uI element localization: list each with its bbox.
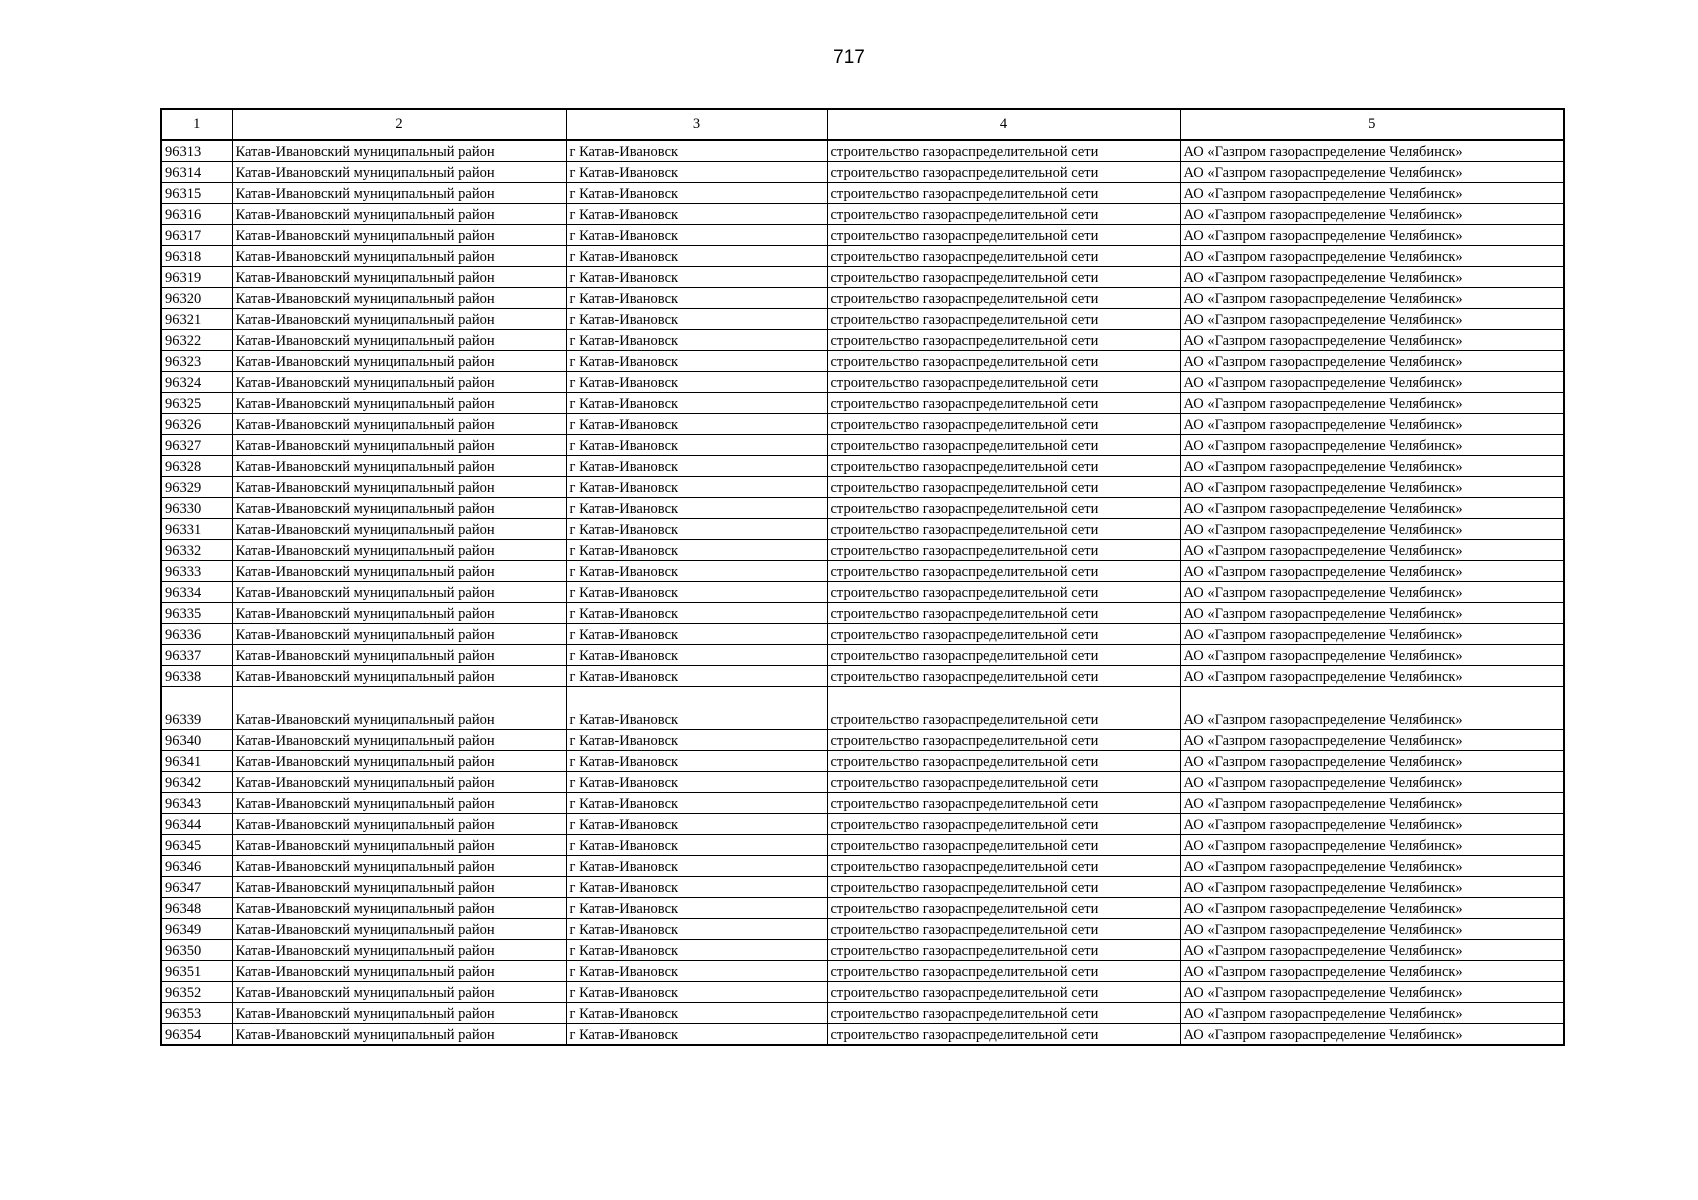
owner-cell: АО «Газпром газораспределение Челябинск»: [1180, 793, 1564, 814]
table-row: [161, 540, 1564, 561]
district-cell: Катав-Ивановский муниципальный район: [232, 772, 566, 793]
purpose-cell: строительство газораспределительной сети: [827, 835, 1180, 856]
row-number-cell: 96318: [161, 246, 232, 267]
locality-cell: г Катав-Ивановск: [566, 856, 827, 877]
purpose-cell: строительство газораспределительной сети: [827, 751, 1180, 772]
locality-cell: г Катав-Ивановск: [566, 204, 827, 225]
row-number-cell: 96313: [161, 140, 232, 162]
locality-cell: г Катав-Ивановск: [566, 687, 827, 730]
purpose-cell: строительство газораспределительной сети: [827, 498, 1180, 519]
purpose-cell: строительство газораспределительной сети: [827, 856, 1180, 877]
owner-cell: АО «Газпром газораспределение Челябинск»: [1180, 372, 1564, 393]
row-number-cell: 96317: [161, 225, 232, 246]
locality-cell: г Катав-Ивановск: [566, 540, 827, 561]
district-cell: Катав-Ивановский муниципальный район: [232, 877, 566, 898]
purpose-cell: строительство газораспределительной сети: [827, 540, 1180, 561]
district-cell: Катав-Ивановский муниципальный район: [232, 835, 566, 856]
row-number-cell: 96350: [161, 940, 232, 961]
row-number-cell: 96331: [161, 519, 232, 540]
row-number-cell: 96349: [161, 919, 232, 940]
purpose-cell: строительство газораспределительной сети: [827, 645, 1180, 666]
purpose-cell: строительство газораспределительной сети: [827, 940, 1180, 961]
row-number-cell: 96316: [161, 204, 232, 225]
row-number-cell: 96353: [161, 1003, 232, 1024]
purpose-cell: строительство газораспределительной сети: [827, 435, 1180, 456]
district-cell: Катав-Ивановский муниципальный район: [232, 456, 566, 477]
owner-cell: АО «Газпром газораспределение Челябинск»: [1180, 204, 1564, 225]
purpose-cell: строительство газораспределительной сети: [827, 877, 1180, 898]
owner-cell: АО «Газпром газораспределение Челябинск»: [1180, 225, 1564, 246]
owner-cell: АО «Газпром газораспределение Челябинск»: [1180, 814, 1564, 835]
row-number-cell: 96325: [161, 393, 232, 414]
row-number-cell: 96333: [161, 561, 232, 582]
purpose-cell: строительство газораспределительной сети: [827, 140, 1180, 162]
purpose-cell: строительство газораспределительной сети: [827, 1003, 1180, 1024]
district-cell: Катав-Ивановский муниципальный район: [232, 414, 566, 435]
locality-cell: г Катав-Ивановск: [566, 477, 827, 498]
district-cell: Катав-Ивановский муниципальный район: [232, 140, 566, 162]
purpose-cell: строительство газораспределительной сети: [827, 1024, 1180, 1046]
purpose-cell: строительство газораспределительной сети: [827, 225, 1180, 246]
district-cell: Катав-Ивановский муниципальный район: [232, 1024, 566, 1046]
owner-cell: АО «Газпром газораспределение Челябинск»: [1180, 309, 1564, 330]
district-cell: Катав-Ивановский муниципальный район: [232, 288, 566, 309]
locality-cell: г Катав-Ивановск: [566, 730, 827, 751]
table-row: [161, 288, 1564, 309]
owner-cell: АО «Газпром газораспределение Челябинск»: [1180, 751, 1564, 772]
row-number-cell: 96330: [161, 498, 232, 519]
column-header-1: 1: [161, 109, 232, 140]
table-row: [161, 330, 1564, 351]
table-row: [161, 793, 1564, 814]
owner-cell: АО «Газпром газораспределение Челябинск»: [1180, 856, 1564, 877]
purpose-cell: строительство газораспределительной сети: [827, 267, 1180, 288]
purpose-cell: строительство газораспределительной сети: [827, 414, 1180, 435]
district-cell: Катав-Ивановский муниципальный район: [232, 961, 566, 982]
district-cell: Катав-Ивановский муниципальный район: [232, 1003, 566, 1024]
row-number-cell: 96320: [161, 288, 232, 309]
table-row: [161, 877, 1564, 898]
owner-cell: АО «Газпром газораспределение Челябинск»: [1180, 267, 1564, 288]
owner-cell: АО «Газпром газораспределение Челябинск»: [1180, 582, 1564, 603]
table-row: [161, 225, 1564, 246]
owner-cell: АО «Газпром газораспределение Челябинск»: [1180, 435, 1564, 456]
page-number: 717: [833, 47, 865, 68]
purpose-cell: строительство газораспределительной сети: [827, 519, 1180, 540]
purpose-cell: строительство газораспределительной сети: [827, 730, 1180, 751]
locality-cell: г Катав-Ивановск: [566, 877, 827, 898]
table-header: [161, 109, 1564, 140]
district-cell: Катав-Ивановский муниципальный район: [232, 330, 566, 351]
purpose-cell: строительство газораспределительной сети: [827, 603, 1180, 624]
owner-cell: АО «Газпром газораспределение Челябинск»: [1180, 456, 1564, 477]
table-body: [161, 140, 1564, 1045]
table-row: [161, 730, 1564, 751]
owner-cell: АО «Газпром газораспределение Челябинск»: [1180, 730, 1564, 751]
locality-cell: г Катав-Ивановск: [566, 183, 827, 204]
locality-cell: г Катав-Ивановск: [566, 372, 827, 393]
purpose-cell: строительство газораспределительной сети: [827, 666, 1180, 687]
row-number-cell: 96351: [161, 961, 232, 982]
owner-cell: АО «Газпром газораспределение Челябинск»: [1180, 919, 1564, 940]
row-number-cell: 96329: [161, 477, 232, 498]
table-row: [161, 772, 1564, 793]
owner-cell: АО «Газпром газораспределение Челябинск»: [1180, 162, 1564, 183]
row-number-cell: 96352: [161, 982, 232, 1003]
locality-cell: г Катав-Ивановск: [566, 940, 827, 961]
locality-cell: г Катав-Ивановск: [566, 919, 827, 940]
district-cell: Катав-Ивановский муниципальный район: [232, 982, 566, 1003]
owner-cell: АО «Газпром газораспределение Челябинск»: [1180, 687, 1564, 730]
district-cell: Катав-Ивановский муниципальный район: [232, 498, 566, 519]
purpose-cell: строительство газораспределительной сети: [827, 624, 1180, 645]
district-cell: Катав-Ивановский муниципальный район: [232, 372, 566, 393]
district-cell: Катав-Ивановский муниципальный район: [232, 751, 566, 772]
locality-cell: г Катав-Ивановск: [566, 666, 827, 687]
locality-cell: г Катав-Ивановск: [566, 162, 827, 183]
table-row: [161, 162, 1564, 183]
purpose-cell: строительство газораспределительной сети: [827, 919, 1180, 940]
table-row: [161, 645, 1564, 666]
table-row: [161, 687, 1564, 730]
owner-cell: АО «Газпром газораспределение Челябинск»: [1180, 540, 1564, 561]
locality-cell: г Катав-Ивановск: [566, 330, 827, 351]
district-cell: Катав-Ивановский муниципальный район: [232, 246, 566, 267]
row-number-cell: 96344: [161, 814, 232, 835]
row-number-cell: 96339: [161, 687, 232, 730]
owner-cell: АО «Газпром газораспределение Челябинск»: [1180, 183, 1564, 204]
locality-cell: г Катав-Ивановск: [566, 414, 827, 435]
table-row: [161, 961, 1564, 982]
district-cell: Катав-Ивановский муниципальный район: [232, 393, 566, 414]
owner-cell: АО «Газпром газораспределение Челябинск»: [1180, 1003, 1564, 1024]
district-cell: Катав-Ивановский муниципальный район: [232, 919, 566, 940]
purpose-cell: строительство газораспределительной сети: [827, 246, 1180, 267]
table-row: [161, 183, 1564, 204]
district-cell: Катав-Ивановский муниципальный район: [232, 540, 566, 561]
row-number-cell: 96322: [161, 330, 232, 351]
district-cell: Катав-Ивановский муниципальный район: [232, 204, 566, 225]
column-header-2: 2: [232, 109, 566, 140]
district-cell: Катав-Ивановский муниципальный район: [232, 267, 566, 288]
table-row: [161, 519, 1564, 540]
purpose-cell: строительство газораспределительной сети: [827, 330, 1180, 351]
table-row: [161, 246, 1564, 267]
owner-cell: АО «Газпром газораспределение Челябинск»: [1180, 835, 1564, 856]
district-cell: Катав-Ивановский муниципальный район: [232, 793, 566, 814]
locality-cell: г Катав-Ивановск: [566, 519, 827, 540]
table-row: [161, 835, 1564, 856]
locality-cell: г Катав-Ивановск: [566, 898, 827, 919]
district-cell: Катав-Ивановский муниципальный район: [232, 940, 566, 961]
table-row: [161, 666, 1564, 687]
locality-cell: г Катав-Ивановск: [566, 582, 827, 603]
row-number-cell: 96345: [161, 835, 232, 856]
table-row: [161, 140, 1564, 162]
locality-cell: г Катав-Ивановск: [566, 225, 827, 246]
row-number-cell: 96340: [161, 730, 232, 751]
district-cell: Катав-Ивановский муниципальный район: [232, 666, 566, 687]
purpose-cell: строительство газораспределительной сети: [827, 204, 1180, 225]
row-number-cell: 96336: [161, 624, 232, 645]
table-row: [161, 1003, 1564, 1024]
table-row: [161, 751, 1564, 772]
owner-cell: АО «Газпром газораспределение Челябинск»: [1180, 645, 1564, 666]
owner-cell: АО «Газпром газораспределение Челябинск»: [1180, 561, 1564, 582]
purpose-cell: строительство газораспределительной сети: [827, 183, 1180, 204]
owner-cell: АО «Газпром газораспределение Челябинск»: [1180, 877, 1564, 898]
locality-cell: г Катав-Ивановск: [566, 624, 827, 645]
district-cell: Катав-Ивановский муниципальный район: [232, 582, 566, 603]
table-row: [161, 856, 1564, 877]
locality-cell: г Катав-Ивановск: [566, 1003, 827, 1024]
purpose-cell: строительство газораспределительной сети: [827, 898, 1180, 919]
district-cell: Катав-Ивановский муниципальный район: [232, 814, 566, 835]
locality-cell: г Катав-Ивановск: [566, 351, 827, 372]
purpose-cell: строительство газораспределительной сети: [827, 162, 1180, 183]
owner-cell: АО «Газпром газораспределение Челябинск»: [1180, 140, 1564, 162]
row-number-cell: 96337: [161, 645, 232, 666]
purpose-cell: строительство газораспределительной сети: [827, 582, 1180, 603]
table-row: [161, 477, 1564, 498]
row-number-cell: 96348: [161, 898, 232, 919]
owner-cell: АО «Газпром газораспределение Челябинск»: [1180, 603, 1564, 624]
owner-cell: АО «Газпром газораспределение Челябинск»: [1180, 666, 1564, 687]
owner-cell: АО «Газпром газораспределение Челябинск»: [1180, 624, 1564, 645]
owner-cell: АО «Газпром газораспределение Челябинск»: [1180, 414, 1564, 435]
district-cell: Катав-Ивановский муниципальный район: [232, 730, 566, 751]
row-number-cell: 96343: [161, 793, 232, 814]
table-row: [161, 393, 1564, 414]
district-cell: Катав-Ивановский муниципальный район: [232, 856, 566, 877]
table-row: [161, 898, 1564, 919]
locality-cell: г Катав-Ивановск: [566, 793, 827, 814]
row-number-cell: 96354: [161, 1024, 232, 1046]
owner-cell: АО «Газпром газораспределение Челябинск»: [1180, 288, 1564, 309]
table-row: [161, 582, 1564, 603]
owner-cell: АО «Газпром газораспределение Челябинск»: [1180, 519, 1564, 540]
row-number-cell: 96334: [161, 582, 232, 603]
purpose-cell: строительство газораспределительной сети: [827, 814, 1180, 835]
locality-cell: г Катав-Ивановск: [566, 835, 827, 856]
district-cell: Катав-Ивановский муниципальный район: [232, 624, 566, 645]
table-row: [161, 351, 1564, 372]
row-number-cell: 96332: [161, 540, 232, 561]
owner-cell: АО «Газпром газораспределение Челябинск»: [1180, 498, 1564, 519]
purpose-cell: строительство газораспределительной сети: [827, 456, 1180, 477]
owner-cell: АО «Газпром газораспределение Челябинск»: [1180, 961, 1564, 982]
owner-cell: АО «Газпром газораспределение Челябинск»: [1180, 898, 1564, 919]
owner-cell: АО «Газпром газораспределение Челябинск»: [1180, 940, 1564, 961]
locality-cell: г Катав-Ивановск: [566, 498, 827, 519]
owner-cell: АО «Газпром газораспределение Челябинск»: [1180, 477, 1564, 498]
locality-cell: г Катав-Ивановск: [566, 246, 827, 267]
registry-table: [160, 108, 1565, 1046]
row-number-cell: 96347: [161, 877, 232, 898]
column-header-3: 3: [566, 109, 827, 140]
district-cell: Катав-Ивановский муниципальный район: [232, 687, 566, 730]
table-row: [161, 919, 1564, 940]
locality-cell: г Катав-Ивановск: [566, 288, 827, 309]
locality-cell: г Катав-Ивановск: [566, 456, 827, 477]
row-number-cell: 96315: [161, 183, 232, 204]
purpose-cell: строительство газораспределительной сети: [827, 351, 1180, 372]
locality-cell: г Катав-Ивановск: [566, 982, 827, 1003]
district-cell: Катав-Ивановский муниципальный район: [232, 309, 566, 330]
row-number-cell: 96342: [161, 772, 232, 793]
table-row: [161, 982, 1564, 1003]
locality-cell: г Катав-Ивановск: [566, 1024, 827, 1046]
row-number-cell: 96321: [161, 309, 232, 330]
locality-cell: г Катав-Ивановск: [566, 309, 827, 330]
purpose-cell: строительство газораспределительной сети: [827, 772, 1180, 793]
locality-cell: г Катав-Ивановск: [566, 814, 827, 835]
district-cell: Катав-Ивановский муниципальный район: [232, 645, 566, 666]
row-number-cell: 96341: [161, 751, 232, 772]
table-row: [161, 498, 1564, 519]
table-row: [161, 309, 1564, 330]
row-number-cell: 96324: [161, 372, 232, 393]
purpose-cell: строительство газораспределительной сети: [827, 687, 1180, 730]
table-row: [161, 624, 1564, 645]
table-row: [161, 435, 1564, 456]
row-number-cell: 96323: [161, 351, 232, 372]
row-number-cell: 96335: [161, 603, 232, 624]
locality-cell: г Катав-Ивановск: [566, 772, 827, 793]
purpose-cell: строительство газораспределительной сети: [827, 393, 1180, 414]
row-number-cell: 96328: [161, 456, 232, 477]
district-cell: Катав-Ивановский муниципальный район: [232, 561, 566, 582]
district-cell: Катав-Ивановский муниципальный район: [232, 162, 566, 183]
row-number-cell: 96338: [161, 666, 232, 687]
column-header-5: 5: [1180, 109, 1564, 140]
district-cell: Катав-Ивановский муниципальный район: [232, 225, 566, 246]
owner-cell: АО «Газпром газораспределение Челябинск»: [1180, 330, 1564, 351]
purpose-cell: строительство газораспределительной сети: [827, 288, 1180, 309]
table-row: [161, 204, 1564, 225]
locality-cell: г Катав-Ивановск: [566, 961, 827, 982]
locality-cell: г Катав-Ивановск: [566, 603, 827, 624]
table-row: [161, 414, 1564, 435]
locality-cell: г Катав-Ивановск: [566, 561, 827, 582]
district-cell: Катав-Ивановский муниципальный район: [232, 898, 566, 919]
owner-cell: АО «Газпром газораспределение Челябинск»: [1180, 246, 1564, 267]
district-cell: Катав-Ивановский муниципальный район: [232, 435, 566, 456]
owner-cell: АО «Газпром газораспределение Челябинск»: [1180, 1024, 1564, 1046]
locality-cell: г Катав-Ивановск: [566, 267, 827, 288]
locality-cell: г Катав-Ивановск: [566, 645, 827, 666]
table-row: [161, 940, 1564, 961]
locality-cell: г Катав-Ивановск: [566, 435, 827, 456]
district-cell: Катав-Ивановский муниципальный район: [232, 603, 566, 624]
district-cell: Катав-Ивановский муниципальный район: [232, 477, 566, 498]
row-number-cell: 96319: [161, 267, 232, 288]
row-number-cell: 96326: [161, 414, 232, 435]
table-row: [161, 267, 1564, 288]
table-row: [161, 1024, 1564, 1046]
locality-cell: г Катав-Ивановск: [566, 751, 827, 772]
purpose-cell: строительство газораспределительной сети: [827, 309, 1180, 330]
header-row: [161, 109, 1564, 140]
row-number-cell: 96346: [161, 856, 232, 877]
owner-cell: АО «Газпром газораспределение Челябинск»: [1180, 772, 1564, 793]
locality-cell: г Катав-Ивановск: [566, 140, 827, 162]
table-row: [161, 561, 1564, 582]
purpose-cell: строительство газораспределительной сети: [827, 961, 1180, 982]
district-cell: Катав-Ивановский муниципальный район: [232, 519, 566, 540]
purpose-cell: строительство газораспределительной сети: [827, 477, 1180, 498]
table-row: [161, 372, 1564, 393]
table-row: [161, 603, 1564, 624]
row-number-cell: 96314: [161, 162, 232, 183]
purpose-cell: строительство газораспределительной сети: [827, 982, 1180, 1003]
table-row: [161, 814, 1564, 835]
purpose-cell: строительство газораспределительной сети: [827, 793, 1180, 814]
owner-cell: АО «Газпром газораспределение Челябинск»: [1180, 982, 1564, 1003]
table-row: [161, 456, 1564, 477]
district-cell: Катав-Ивановский муниципальный район: [232, 351, 566, 372]
owner-cell: АО «Газпром газораспределение Челябинск»: [1180, 393, 1564, 414]
district-cell: Катав-Ивановский муниципальный район: [232, 183, 566, 204]
row-number-cell: 96327: [161, 435, 232, 456]
locality-cell: г Катав-Ивановск: [566, 393, 827, 414]
column-header-4: 4: [827, 109, 1180, 140]
purpose-cell: строительство газораспределительной сети: [827, 372, 1180, 393]
purpose-cell: строительство газораспределительной сети: [827, 561, 1180, 582]
owner-cell: АО «Газпром газораспределение Челябинск»: [1180, 351, 1564, 372]
